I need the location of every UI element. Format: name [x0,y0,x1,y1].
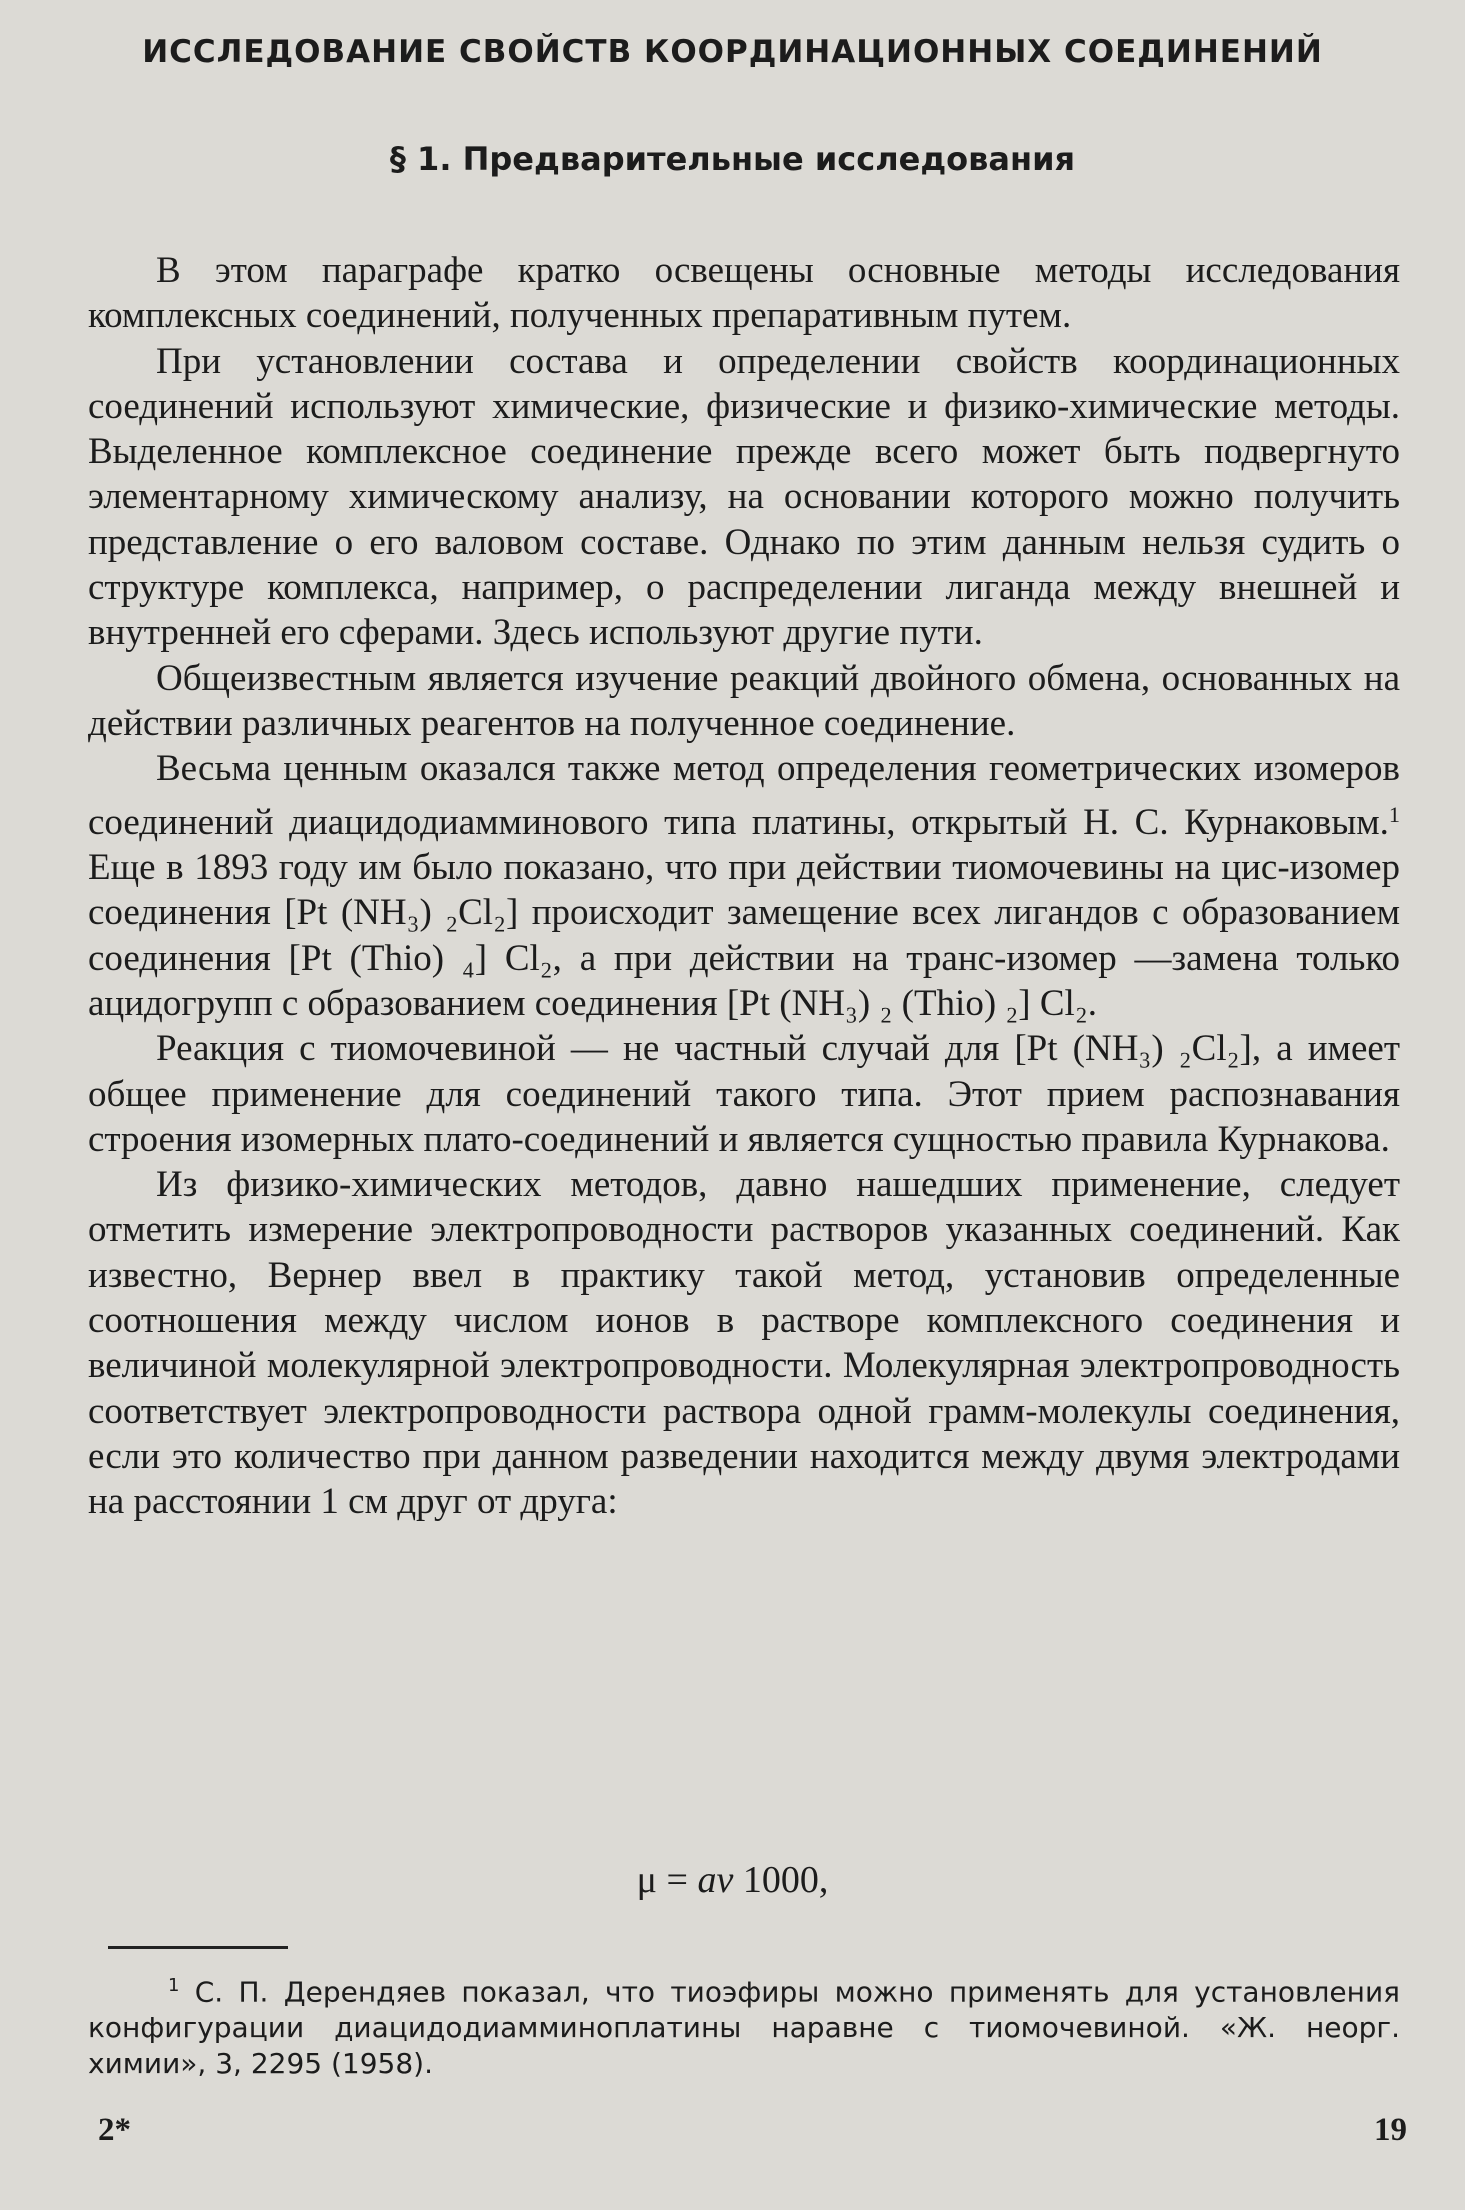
paragraph-intro: В этом параграфе кратко освещены основные методы исследования комплексных соединений, полученных препаративным путем. [88,250,1400,337]
kurnakov-text-part1: Весьма ценным оказался также метод определения геометрических изомеров соединений диацидодиамминового типа платины, открытый Н. С. Курнаковым. [88,748,1400,843]
footnote-mark: 1 [168,1975,180,1996]
footnote-text: С. П. Дерендяев показал, что тиоэфиры можно применять для установления конфигурации диацидодиамминоплатины наравне с тиомочевиной. «Ж. неорг. химии», 3, 2295 (1958). [88,1975,1400,2081]
footnote-reference: 1 [1388,801,1400,827]
paragraph-thiourea-reaction: Реакция с тиомочевиной — не частный случай для [Pt (NH₃) ₂Cl₂], а имеет общее применение для соединений такого типа. Этот прием распознавания строения изомерных плато-соединений и является сущностью правила Курнакова. [88,1028,1400,1160]
conductivity-formula [0,1858,1465,1902]
formula-av: av [697,1859,734,1901]
page-number: 19 [1374,2112,1407,2148]
paragraph-conductivity: Из физико-химических методов, давно нашедших применение, следует отметить измерение электропроводности растворов указанных соединений. Как известно, Вернер ввел в практику такой метод, установив определенные соотношения между числом ионов в растворе комплексного соединения и величиной молекулярной электропроводности. Молекулярная электропроводность соответствует электропроводности раствора одной грамм-молекулы соединения, если это количество при данном разведении находится между двумя электродами на расстоянии 1 см друг от друга: [88,1164,1400,1523]
main-text [88,248,1400,1525]
kurnakov-text-part2: Еще в 1893 году им было показано, что при действии тиомочевины на цис-изомер соединения [Pt (NH₃) ₂Cl₂] происходит замещение всех лигандов с образованием соединения [Pt (Thio) ₄] Cl₂, а при действии на транс-изомер —замена только ацидогрупп с образованием соединения [Pt (NH₃) ₂ (Thio) ₂] Cl₂. [88,847,1400,1024]
footnote-divider [108,1946,288,1949]
formula-mu: μ [636,1859,658,1901]
formula-value: 1000, [733,1859,829,1901]
paragraph-kurnakov [88,746,1400,1026]
formula-equals: = [657,1859,698,1901]
paragraph-double-exchange: Общеизвестным является изучение реакций двойного обмена, основанных на действии различных реагентов на полученное соединение. [88,657,1400,744]
chapter-heading: ИССЛЕДОВАНИЕ СВОЙСТВ КООРДИНАЦИОННЫХ СОЕДИНЕНИЙ [142,34,1323,70]
signature-mark: 2* [98,2112,131,2148]
section-title: § 1. Предварительные исследования [389,140,1076,178]
footnote [88,1968,1400,2082]
paragraph-methods: При установлении состава и определении свойств координационных соединений используют химические, физические и физико-химические методы. Выделенное комплексное соединение прежде всего может быть подвергнуто элементарному химическому анализу, на основании которого можно получить представление о его валовом составе. Однако по этим данным нельзя судить о структуре комплекса, например, о распределении лиганда между внешней и внутренней его сферами. Здесь используют другие пути. [88,340,1400,654]
